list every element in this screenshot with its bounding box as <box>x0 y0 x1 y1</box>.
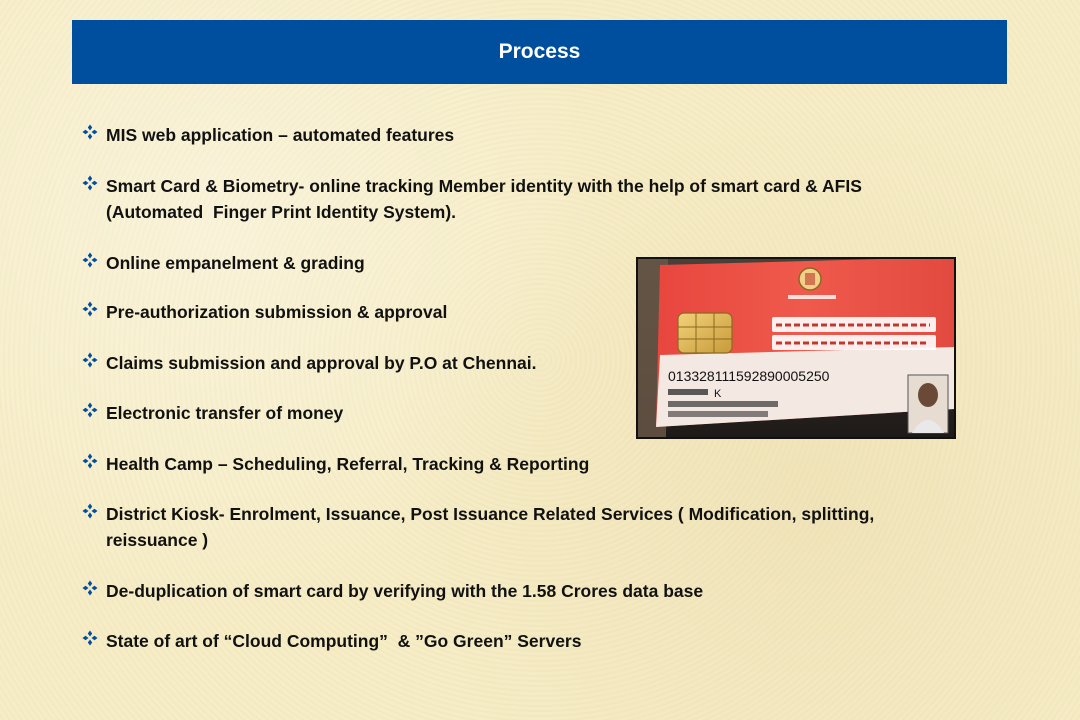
page-title: Process <box>498 40 581 63</box>
bullet-text: Electronic transfer of money <box>106 403 344 423</box>
list-item <box>82 501 1002 553</box>
diamond-bullet-icon <box>82 252 98 268</box>
smart-card-photo <box>636 257 956 439</box>
diamond-bullet-icon <box>82 453 98 469</box>
smart-card-image <box>638 259 954 437</box>
bullet-text: Health Camp – Scheduling, Referral, Tracking & Reporting <box>106 454 590 474</box>
bullet-text: MIS web application – automated features <box>106 125 455 145</box>
bullet-text: Online empanelment & grading <box>106 253 365 273</box>
list-item <box>82 578 1002 604</box>
diamond-bullet-icon <box>82 175 98 191</box>
diamond-bullet-icon <box>82 352 98 368</box>
diamond-bullet-icon <box>82 580 98 596</box>
bullet-text: District Kiosk- Enrolment, Issuance, Post Issuance Related Services ( Modification, splitting, reissuance ) <box>106 504 875 550</box>
bullet-text: Claims submission and approval by P.O at Chennai. <box>106 353 537 373</box>
diamond-bullet-icon <box>82 124 98 140</box>
diamond-bullet-icon <box>82 630 98 646</box>
bullet-text: State of art of “Cloud Computing” & ”Go Green” Servers <box>106 631 582 651</box>
diamond-bullet-icon <box>82 301 98 317</box>
diamond-bullet-icon <box>82 402 98 418</box>
bullet-text: De-duplication of smart card by verifying with the 1.58 Crores data base <box>106 581 704 601</box>
card-holder-name: K <box>714 388 722 400</box>
list-item <box>82 122 1002 148</box>
chip-icon <box>678 313 732 353</box>
title-bar <box>72 20 1007 84</box>
list-item <box>82 173 1002 225</box>
list-item <box>82 628 1002 654</box>
card-number: 01332811159289000525​0 <box>668 368 830 384</box>
bullet-text: Pre-authorization submission & approval <box>106 302 448 322</box>
face-shape <box>918 383 938 407</box>
list-item <box>82 451 1002 477</box>
diamond-bullet-icon <box>82 503 98 519</box>
bullet-text: Smart Card & Biometry- online tracking Member identity with the help of smart card & AFIS (Automated Finger Print Identity System). <box>106 176 862 222</box>
